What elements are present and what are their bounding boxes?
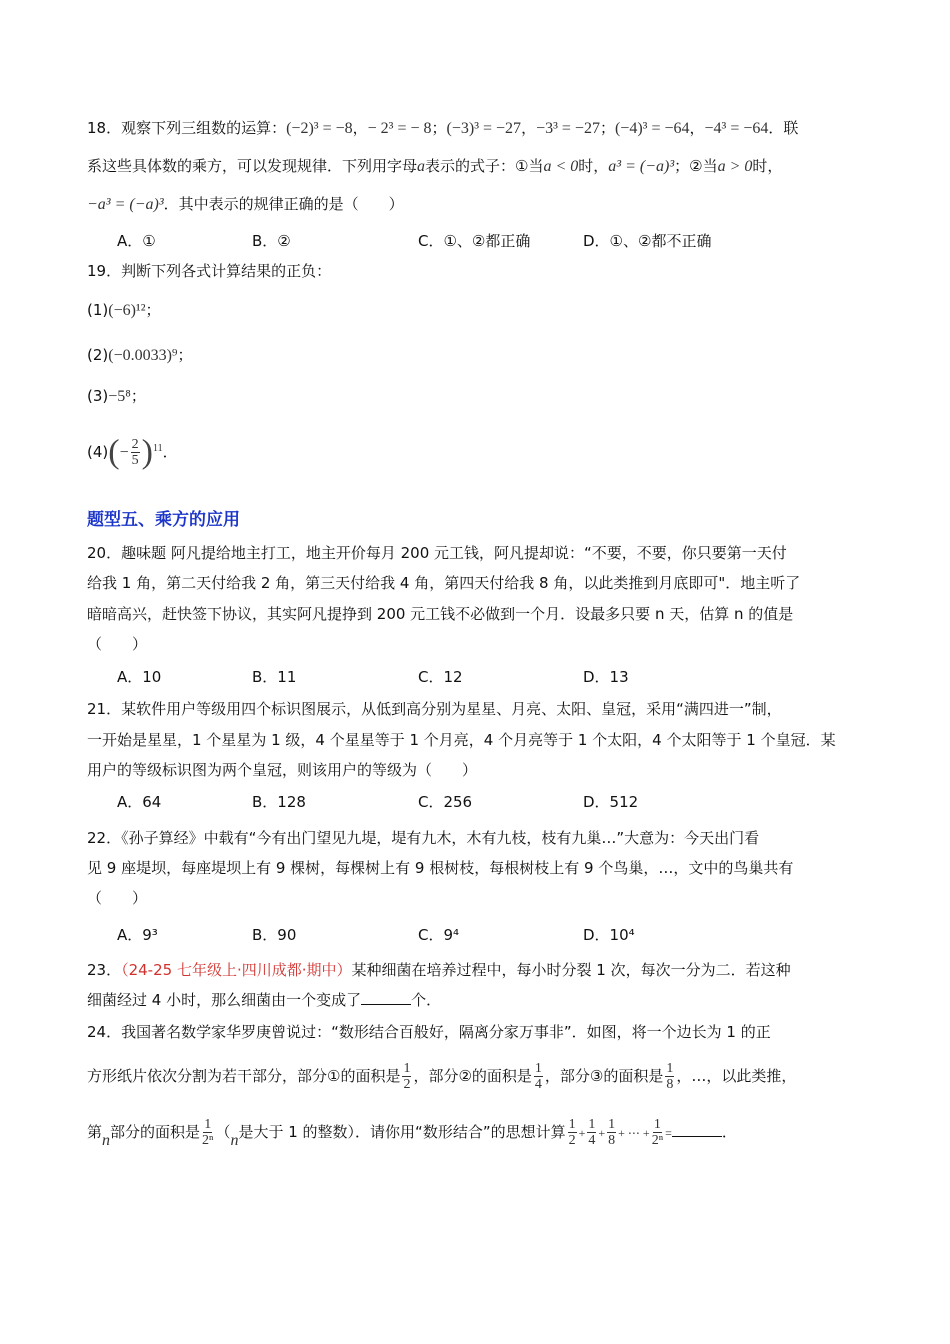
q18-option-a: A．① xyxy=(117,232,156,250)
q20-line: 给我 1 角，第二天付给我 2 角，第三天付给我 4 角，第四天付给我 8 角，以此类推到月底即可"．地主听了 xyxy=(87,574,801,592)
q22-line: 见 9 座堤坝，每座堤坝上有 9 棵树，每棵树上有 9 根树枝，每根树枝上有 9 个鸟巢，…，文中的鸟巢共有 xyxy=(87,859,794,877)
q22-option-d: D．10⁴ xyxy=(583,926,635,944)
q18-option-b: B．② xyxy=(252,232,291,250)
q23-source: （24-25 七年级上·四川成都·期中） xyxy=(121,961,352,979)
q22-option-c: C．9⁴ xyxy=(418,926,460,944)
q18-option-c: C．①、②都正确 xyxy=(418,232,531,250)
q24-line3: 第n部分的面积是 $\frac{1}{\text{2ⁿ}}$ （n是大于 1 的整数）．请你用“数形结合”的思想计算 $\frac{1}{2}$ + $\frac{1}{4}$ + $\frac{1}{8}$ + ⋯ + $\frac{1}{\text{2ⁿ}}$ = ． xyxy=(87,1117,737,1149)
q23-line2: 细菌经过 4 小时，那么细菌由一个变成了 个． xyxy=(87,991,442,1009)
q19-item-3: (3)−5⁸； xyxy=(87,387,146,405)
q21-option-c: C．256 xyxy=(418,793,473,811)
q19-title: 19．判断下列各式计算结果的正负： xyxy=(87,262,332,280)
q21-option-b: B．128 xyxy=(252,793,306,811)
q21-line: 一开始是星星，1 个星星为 1 级，4 个星星等于 1 个月亮，4 个月亮等于 1 个太阳，4 个太阳等于 1 个皇冠．某 xyxy=(87,731,836,749)
q22-line: （ ） xyxy=(87,889,148,907)
q23-line1: 23．（24-25 七年级上·四川成都·期中）某种细菌在培养过程中，每小时分裂 1 次，每次一分为二．若这种 xyxy=(87,961,791,979)
q21-option-a: A．64 xyxy=(117,793,162,811)
q21-option-d: D．512 xyxy=(583,793,639,811)
q22-option-b: B．90 xyxy=(252,926,297,944)
q19-item-2: (2)(−0.0033)⁹； xyxy=(87,346,193,364)
q18-line3: −a³ = (−a)³．其中表示的规律正确的是（ ） xyxy=(87,195,404,213)
q21-line: 21．某软件用户等级用四个标识图展示，从低到高分别为星星、月亮、太阳、皇冠，采用“满四进一”制， xyxy=(87,700,782,718)
answer-blank[interactable] xyxy=(361,990,411,1005)
q18-line2: 系这些具体数的乘方，可以发现规律．下列用字母a表示的式子：①当a < 0时，a³ = (−a)³；②当a > 0时， xyxy=(87,157,783,175)
q22-option-a: A．9³ xyxy=(117,926,158,944)
q19-item-1: (1)(−6)¹²； xyxy=(87,301,161,319)
q20-line: （ ） xyxy=(87,635,148,653)
q21-line: 用户的等级标识图为两个皇冠，则该用户的等级为（ ） xyxy=(87,761,478,779)
q18-line1: 18．观察下列三组数的运算：(−2)³ = −8，− 2³ = − 8；(−3)³ = −27，−3³ = −27；(−4)³ = −64，−4³ = −64．联 xyxy=(87,119,799,137)
q20-option-d: D．13 xyxy=(583,668,629,686)
q20-option-b: B．11 xyxy=(252,668,297,686)
q24-line1: 24．我国著名数学家华罗庚曾说过：“数形结合百般好，隔离分家万事非”．如图，将一个边长为 1 的正 xyxy=(87,1023,771,1041)
q18-option-d: D．①、②都不正确 xyxy=(583,232,712,250)
q19-item-4: (4)(− $\frac{2}{5}$ )$^{11}$． xyxy=(87,433,178,471)
q24-line2: 方形纸片依次分割为若干部分，部分①的面积是 $\frac{1}{2}$ ，部分②的面积是 $\frac{1}{4}$ ，部分③的面积是 $\frac{1}{8}$ ，…，以此类推， xyxy=(87,1061,797,1092)
q20-line: 暗暗高兴，赶快签下协议，其实阿凡提挣到 200 元工钱不必做到一个月．设最多只要 n 天，估算 n 的值是 xyxy=(87,605,794,623)
q20-option-c: C．12 xyxy=(418,668,463,686)
answer-blank[interactable] xyxy=(672,1122,722,1137)
section-heading: 题型五、乘方的应用 xyxy=(87,510,240,530)
q20-option-a: A．10 xyxy=(117,668,162,686)
q20-line: 20．趣味题 阿凡提给地主打工，地主开价每月 200 元工钱，阿凡提却说：“不要，不要，你只要第一天付 xyxy=(87,544,787,562)
q22-line: 22．《孙子算经》中载有“今有出门望见九堤，堤有九木，木有九枝，枝有九巢…”大意为：今天出门看 xyxy=(87,829,760,847)
